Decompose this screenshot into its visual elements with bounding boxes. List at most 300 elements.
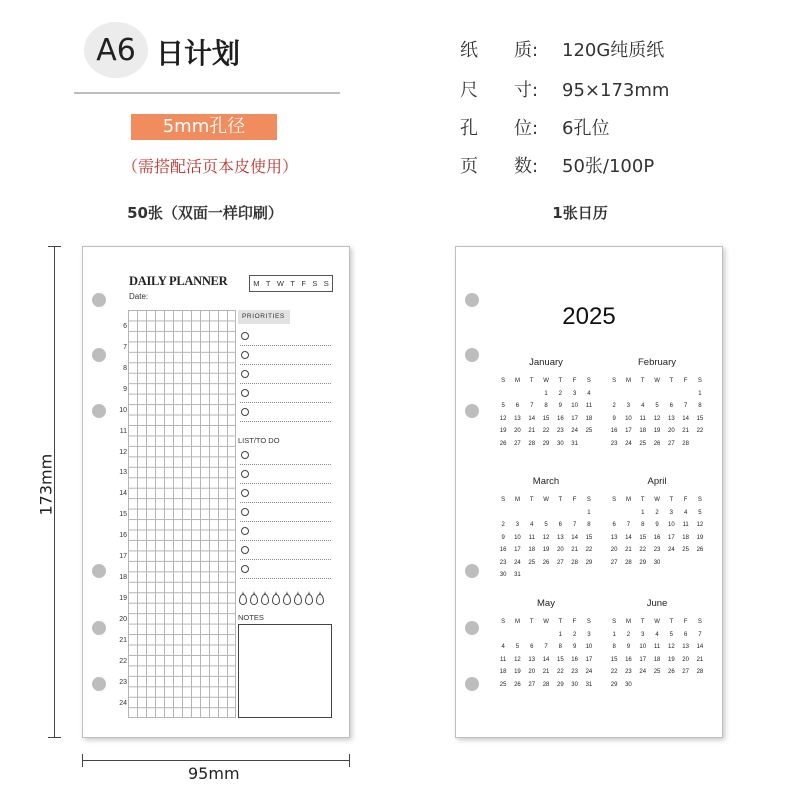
weekday-header: W xyxy=(654,497,660,503)
day-number: 8 xyxy=(587,522,591,528)
weekday-header: F xyxy=(683,619,688,625)
priorities-header: PRIORITIES xyxy=(238,310,290,324)
weekday-header: M xyxy=(514,378,520,384)
day-number: 24 xyxy=(639,669,647,675)
checkbox-circle-icon xyxy=(241,470,249,478)
day-number: 3 xyxy=(641,631,645,638)
day-number: 28 xyxy=(625,559,632,566)
weekday-header: M xyxy=(625,619,631,625)
spec-size: 尺 寸: 95×173mm xyxy=(460,80,670,101)
day-number: 15 xyxy=(542,415,550,422)
planner-page xyxy=(82,246,350,738)
day-number: 24 xyxy=(667,547,675,553)
hour-label: 21 xyxy=(119,636,127,644)
empty-cell xyxy=(525,391,539,404)
day-number: 6 xyxy=(530,644,534,650)
day-number: 5 xyxy=(544,522,548,528)
month-grid xyxy=(607,378,707,453)
day-number: 27 xyxy=(610,559,618,566)
month-name: February xyxy=(637,357,676,368)
binder-hole xyxy=(92,564,106,578)
day-number: 11 xyxy=(585,403,593,409)
hour-label: 19 xyxy=(119,594,127,602)
weekday-header: S xyxy=(697,619,702,625)
weekday-header: S xyxy=(586,497,591,503)
day-number: 24 xyxy=(514,559,521,566)
day-number: 17 xyxy=(639,656,647,663)
weekday-header: S xyxy=(501,497,506,503)
weekday-header: T xyxy=(558,497,563,503)
hour-label: 16 xyxy=(119,532,127,540)
day-number: 11 xyxy=(528,534,535,541)
weekday-header: F xyxy=(683,497,688,503)
day-number: 31 xyxy=(514,572,521,578)
month-block xyxy=(496,598,596,694)
month-block xyxy=(607,476,707,572)
hour-label: 6 xyxy=(123,323,127,330)
weekday-header: M xyxy=(625,378,631,384)
product-title: 日计划 xyxy=(156,37,241,70)
day-number: 27 xyxy=(528,681,536,688)
binder-hole xyxy=(465,677,479,691)
water-drop-icon xyxy=(294,594,302,605)
weekday-header: S xyxy=(586,378,591,384)
month-name: June xyxy=(646,598,668,609)
day-number: 10 xyxy=(571,403,578,409)
binder-hole xyxy=(92,293,106,307)
day-number: 21 xyxy=(625,547,632,553)
day-number: 8 xyxy=(698,403,702,409)
day-number: 2 xyxy=(626,631,631,638)
day-number: 25 xyxy=(499,681,507,688)
spec-pages: 页 数: 50张/100P xyxy=(460,156,655,177)
water-drop-icon xyxy=(272,594,280,605)
day-number: 20 xyxy=(682,656,689,663)
day-number: 8 xyxy=(558,644,562,650)
month-name: March xyxy=(532,476,560,487)
day-number: 18 xyxy=(528,547,536,553)
month-block xyxy=(496,476,596,585)
day-number: 19 xyxy=(653,428,661,434)
day-number: 25 xyxy=(639,440,647,447)
weekday-header: T xyxy=(669,619,674,625)
weekday-header: T xyxy=(529,378,534,384)
weekday-header: S xyxy=(612,378,617,384)
day-number: 5 xyxy=(669,631,673,638)
day-number: 21 xyxy=(696,656,704,663)
empty-cell xyxy=(496,510,510,523)
todo-item xyxy=(240,446,331,465)
day-number: 4 xyxy=(530,522,534,528)
day-number: 10 xyxy=(667,522,675,528)
width-tick-left xyxy=(82,754,83,767)
day-number: 10 xyxy=(585,644,593,650)
calendar-page xyxy=(455,246,723,738)
day-number: 12 xyxy=(514,656,521,663)
hour-label: 9 xyxy=(123,385,127,393)
checkbox-circle-icon xyxy=(241,351,249,359)
day-number: 27 xyxy=(514,440,521,447)
width-tick-right xyxy=(349,754,350,767)
month-grid xyxy=(496,497,596,585)
day-number: 17 xyxy=(514,547,521,553)
day-number: 8 xyxy=(612,644,616,650)
day-number: 30 xyxy=(653,559,661,566)
day-number: 22 xyxy=(556,669,564,675)
empty-cell xyxy=(539,632,553,645)
day-number: 16 xyxy=(499,547,507,553)
day-number: 15 xyxy=(556,656,564,663)
height-label: 173mm xyxy=(36,453,56,516)
month-grid xyxy=(496,619,596,694)
binder-hole xyxy=(92,677,106,691)
binder-hole xyxy=(465,564,479,578)
day-number: 14 xyxy=(528,415,536,422)
day-number: 16 xyxy=(556,415,564,422)
day-number: 26 xyxy=(542,559,550,566)
hour-label: 7 xyxy=(123,343,127,351)
day-number: 5 xyxy=(655,403,659,409)
size-badge: A6 xyxy=(84,22,148,78)
hour-label: 23 xyxy=(119,678,127,686)
empty-cell xyxy=(496,391,510,404)
day-number: 7 xyxy=(544,644,548,650)
weekday-header: S xyxy=(697,497,702,503)
weekday-header: M xyxy=(514,619,520,625)
day-number: 2 xyxy=(612,403,616,409)
checkbox-circle-icon xyxy=(241,546,249,554)
day-number: 10 xyxy=(639,644,647,650)
day-number: 6 xyxy=(558,522,562,528)
weekday-header: S xyxy=(612,497,617,503)
month-block xyxy=(496,357,596,453)
day-number: 21 xyxy=(571,547,578,553)
day-number: 15 xyxy=(696,415,704,422)
empty-cell xyxy=(607,391,621,404)
priority-item xyxy=(240,327,331,346)
weekday-letter: S xyxy=(323,279,329,288)
day-number: 29 xyxy=(542,440,550,447)
weekday-header: T xyxy=(558,378,563,384)
day-number: 11 xyxy=(653,644,661,650)
checkbox-circle-icon xyxy=(241,370,249,378)
day-number: 15 xyxy=(639,534,647,541)
day-number: 20 xyxy=(667,428,675,434)
day-number: 18 xyxy=(639,428,647,434)
day-number: 2 xyxy=(501,522,505,528)
width-dimension-line xyxy=(82,760,350,761)
day-number: 28 xyxy=(571,559,578,566)
day-number: 19 xyxy=(542,547,550,553)
day-number: 4 xyxy=(587,390,591,397)
day-number: 4 xyxy=(655,631,659,638)
width-label: 95mm xyxy=(188,764,240,783)
day-number: 4 xyxy=(683,509,688,516)
weekday-header: T xyxy=(669,378,674,384)
empty-cell xyxy=(636,391,650,404)
day-number: 17 xyxy=(667,534,675,541)
day-number: 7 xyxy=(626,522,631,528)
weekday-letter: F xyxy=(301,279,306,288)
weekday-header: M xyxy=(625,497,631,503)
day-number: 14 xyxy=(696,644,704,650)
spec-holes: 孔 位: 6孔位 xyxy=(460,118,610,139)
day-number: 18 xyxy=(682,534,689,541)
hour-label: 13 xyxy=(119,469,127,477)
day-number: 27 xyxy=(667,440,675,447)
checkbox-circle-icon xyxy=(241,489,249,497)
weekday-header: W xyxy=(543,619,549,625)
weekday-header: T xyxy=(640,619,645,625)
month-name: May xyxy=(537,598,555,609)
day-number: 16 xyxy=(653,534,661,541)
month-block xyxy=(607,598,707,694)
day-number: 31 xyxy=(585,681,593,688)
day-number: 26 xyxy=(514,681,521,688)
day-number: 9 xyxy=(572,644,577,650)
priority-item xyxy=(240,384,331,403)
day-number: 19 xyxy=(696,534,704,541)
day-number: 25 xyxy=(585,428,593,434)
priority-item xyxy=(240,403,331,422)
day-number: 1 xyxy=(544,390,548,397)
water-drop-icon xyxy=(283,594,291,605)
weekday-header: F xyxy=(572,378,577,384)
day-number: 11 xyxy=(500,656,507,663)
day-number: 3 xyxy=(669,509,673,516)
binder-hole xyxy=(465,621,479,635)
day-number: 3 xyxy=(587,631,591,638)
checkbox-circle-icon xyxy=(241,332,249,340)
day-number: 21 xyxy=(528,428,536,434)
schedule-grid xyxy=(128,310,236,718)
day-number: 5 xyxy=(501,403,505,409)
day-number: 29 xyxy=(556,681,564,688)
day-number: 15 xyxy=(610,656,618,663)
day-number: 10 xyxy=(514,534,521,541)
weekday-header: F xyxy=(683,378,688,384)
day-number: 22 xyxy=(639,547,647,553)
empty-cell xyxy=(510,510,524,523)
day-number: 2 xyxy=(558,390,562,397)
day-number: 11 xyxy=(639,415,646,422)
hole-size-tag: 5mm孔径 xyxy=(131,114,277,140)
notes-header: NOTES xyxy=(238,613,264,622)
day-number: 28 xyxy=(696,669,704,675)
day-number: 22 xyxy=(696,428,704,434)
water-tracker xyxy=(239,594,324,605)
day-number: 11 xyxy=(682,522,689,528)
day-number: 6 xyxy=(515,403,520,409)
right-caption: 1张日历 xyxy=(552,204,608,222)
day-number: 12 xyxy=(542,534,550,541)
day-number: 14 xyxy=(682,415,689,422)
day-number: 19 xyxy=(514,669,521,675)
day-number: 2 xyxy=(655,509,659,516)
day-number: 25 xyxy=(528,559,536,566)
water-drop-icon xyxy=(261,594,269,605)
day-number: 28 xyxy=(528,440,536,447)
empty-cell xyxy=(607,510,621,523)
day-number: 23 xyxy=(610,440,618,447)
checkbox-circle-icon xyxy=(241,451,249,459)
water-drop-icon xyxy=(316,594,324,605)
day-number: 24 xyxy=(585,669,593,675)
day-number: 18 xyxy=(585,415,593,422)
day-number: 7 xyxy=(698,631,702,638)
day-number: 14 xyxy=(542,656,550,663)
day-number: 9 xyxy=(612,415,616,422)
day-number: 20 xyxy=(528,669,536,675)
water-drop-icon xyxy=(250,594,258,605)
day-number: 3 xyxy=(626,403,631,409)
title-divider xyxy=(74,92,340,94)
day-number: 3 xyxy=(572,390,577,397)
checkbox-circle-icon xyxy=(241,527,249,535)
day-number: 24 xyxy=(625,440,632,447)
weekday-selector xyxy=(249,275,333,292)
todo-item xyxy=(240,503,331,522)
day-number: 22 xyxy=(610,669,618,675)
hour-label: 24 xyxy=(119,699,127,707)
weekday-header: S xyxy=(501,378,506,384)
empty-cell xyxy=(553,510,567,523)
day-number: 4 xyxy=(641,403,645,409)
day-number: 29 xyxy=(639,559,647,566)
hour-label: 14 xyxy=(119,490,127,498)
empty-cell xyxy=(496,632,510,645)
day-number: 7 xyxy=(683,403,688,409)
day-number: 14 xyxy=(625,534,632,541)
weekday-letter: T xyxy=(290,279,295,288)
hour-label: 12 xyxy=(119,448,127,456)
day-number: 19 xyxy=(667,656,675,663)
planner-title: DAILY PLANNER xyxy=(129,274,228,288)
checkbox-circle-icon xyxy=(241,508,249,516)
day-number: 30 xyxy=(625,681,632,688)
weekday-header: F xyxy=(572,619,577,625)
month-name: April xyxy=(647,476,667,487)
day-number: 26 xyxy=(667,669,675,675)
day-number: 7 xyxy=(530,403,534,409)
day-number: 27 xyxy=(556,559,564,566)
empty-cell xyxy=(621,391,635,404)
spec-paper: 纸 质: 120G纯质纸 xyxy=(460,40,665,61)
day-number: 23 xyxy=(499,559,507,566)
month-block xyxy=(607,357,707,453)
day-number: 21 xyxy=(542,669,550,675)
day-number: 9 xyxy=(558,403,562,409)
weekday-header: M xyxy=(514,497,520,503)
day-number: 29 xyxy=(585,559,593,566)
todo-header: LIST/TO DO xyxy=(238,436,280,445)
day-number: 5 xyxy=(698,509,702,516)
priority-item xyxy=(240,365,331,384)
day-number: 8 xyxy=(544,403,548,409)
hour-label: 20 xyxy=(119,615,127,623)
weekday-header: W xyxy=(543,378,549,384)
binder-hole xyxy=(92,348,106,362)
priority-item xyxy=(240,346,331,365)
day-number: 26 xyxy=(653,440,661,447)
weekday-header: W xyxy=(654,378,660,384)
day-number: 1 xyxy=(558,631,562,638)
day-number: 1 xyxy=(587,509,591,516)
day-number: 5 xyxy=(515,644,520,650)
weekday-header: S xyxy=(697,378,702,384)
hour-label: 18 xyxy=(119,574,127,582)
day-number: 23 xyxy=(571,669,578,675)
empty-cell xyxy=(525,632,539,645)
todo-item xyxy=(240,465,331,484)
todo-item xyxy=(240,522,331,541)
height-tick-bottom xyxy=(48,737,61,738)
day-number: 8 xyxy=(641,522,645,528)
day-number: 1 xyxy=(641,509,645,516)
day-number: 30 xyxy=(499,572,507,578)
day-number: 7 xyxy=(572,522,577,528)
day-number: 1 xyxy=(612,631,616,638)
hour-label: 8 xyxy=(123,364,127,372)
todo-item xyxy=(240,484,331,503)
day-number: 28 xyxy=(682,440,689,447)
day-number: 17 xyxy=(625,428,632,434)
day-number: 27 xyxy=(682,669,689,675)
weekday-letter: M xyxy=(253,279,260,288)
binder-hole xyxy=(92,621,106,635)
weekday-header: T xyxy=(640,497,645,503)
day-number: 20 xyxy=(514,428,521,434)
day-number: 29 xyxy=(610,681,618,688)
day-number: 30 xyxy=(556,440,564,447)
month-grid xyxy=(607,619,707,694)
empty-cell xyxy=(621,510,635,523)
day-number: 4 xyxy=(501,644,505,650)
weekday-header: T xyxy=(669,497,674,503)
day-number: 20 xyxy=(610,547,618,553)
day-number: 22 xyxy=(542,428,550,434)
weekday-header: W xyxy=(543,497,549,503)
day-number: 16 xyxy=(610,428,618,434)
binder-hole xyxy=(92,404,106,418)
checkbox-circle-icon xyxy=(241,389,249,397)
weekday-header: T xyxy=(529,497,534,503)
day-number: 22 xyxy=(585,547,593,553)
day-number: 6 xyxy=(669,403,673,409)
weekday-header: F xyxy=(572,497,577,503)
day-number: 25 xyxy=(682,547,689,553)
day-number: 9 xyxy=(655,522,659,528)
day-number: 12 xyxy=(653,415,661,422)
empty-cell xyxy=(510,391,524,404)
day-number: 18 xyxy=(499,669,507,675)
day-number: 25 xyxy=(653,669,661,675)
left-caption: 50张（双面一样印刷） xyxy=(127,204,283,222)
day-number: 16 xyxy=(625,656,632,663)
day-number: 14 xyxy=(571,534,578,541)
day-number: 2 xyxy=(572,631,577,638)
day-number: 13 xyxy=(610,534,618,541)
day-number: 13 xyxy=(528,656,536,663)
day-number: 13 xyxy=(667,415,675,422)
day-number: 18 xyxy=(653,656,661,663)
day-number: 13 xyxy=(514,415,521,422)
day-number: 3 xyxy=(515,522,520,528)
day-number: 26 xyxy=(696,547,704,553)
usage-note: （需搭配活页本皮使用） xyxy=(121,157,298,176)
water-drop-icon xyxy=(305,594,313,605)
binder-hole xyxy=(465,404,479,418)
